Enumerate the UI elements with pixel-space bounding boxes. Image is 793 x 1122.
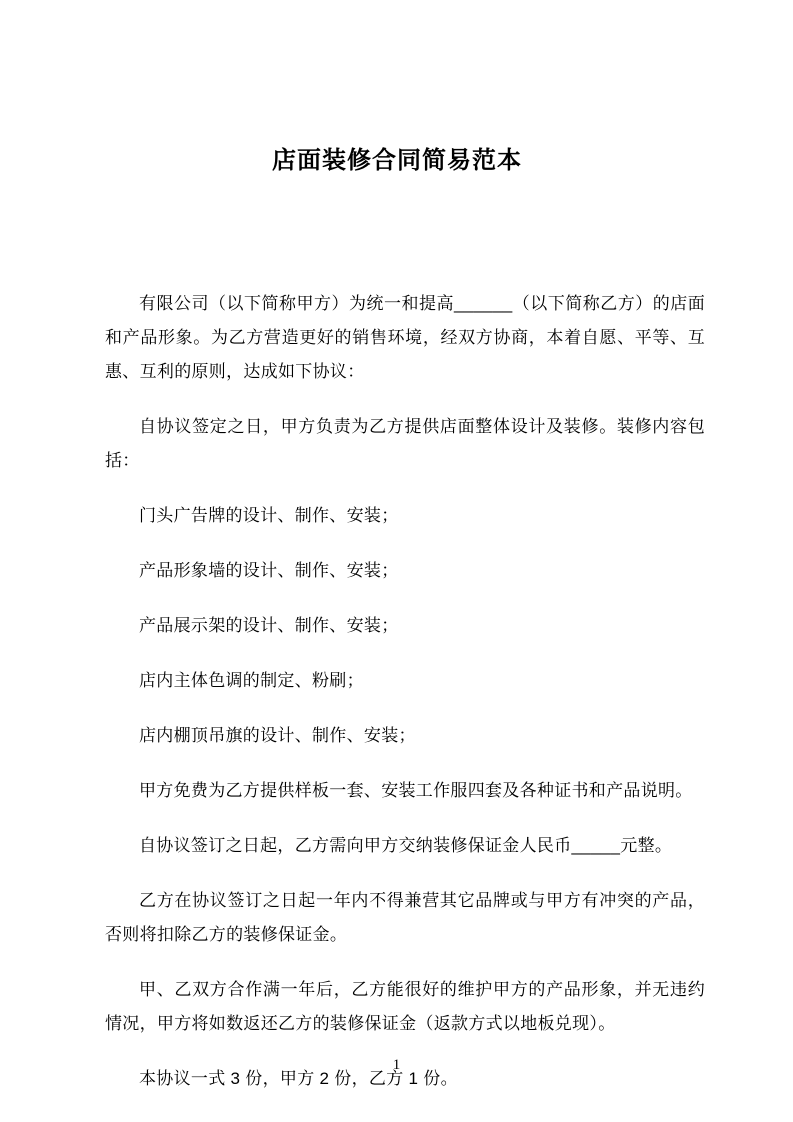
paragraph-item-image-wall: 产品形象墙的设计、制作、安装；: [139, 561, 399, 580]
paragraph-item-color-scheme: 店内主体色调的制定、粉刷；: [139, 671, 364, 690]
page-number: 1: [392, 1057, 401, 1073]
paragraph-item-display-rack: 产品展示架的设计、制作、安装；: [139, 616, 399, 635]
paragraph-item-signboard: 门头广告牌的设计、制作、安装；: [139, 506, 399, 525]
paragraph-item-ceiling-flags: 店内棚顶吊旗的设计、制作、安装；: [139, 726, 416, 745]
paragraph-exclusivity: 乙方在协议签订之日起一年内不得兼营其它品牌或与甲方有冲突的产品，否则将扣除乙方的装修保证金。: [105, 891, 705, 944]
paragraph-deposit: 自协议签订之日起，乙方需向甲方交纳装修保证金人民币_____元整。: [139, 836, 673, 855]
paragraph-free-samples: 甲方免费为乙方提供样板一套、安装工作服四套及各种证书和产品说明。: [139, 781, 693, 800]
paragraph-scope: 自协议签定之日，甲方负责为乙方提供店面整体设计及装修。装修内容包括：: [105, 417, 705, 470]
paragraph-copies: 本协议一式 3 份，甲方 2 份，乙方 1 份。: [139, 1069, 458, 1088]
paragraph-intro: 有限公司（以下简称甲方）为统一和提高______（以下简称乙方）的店面和产品形象。为乙方营造更好的销售环境，经双方协商，本着自愿、平等、互惠、互利的原则，达成如下协议：: [105, 294, 705, 381]
document-title: 店面装修合同简易范本: [272, 147, 522, 174]
paragraph-refund: 甲、乙双方合作满一年后，乙方能很好的维护甲方的产品形象，并无违约情况，甲方将如数返还乙方的装修保证金（返款方式以地板兑现）。: [105, 980, 705, 1033]
document-body: [105, 287, 705, 1096]
